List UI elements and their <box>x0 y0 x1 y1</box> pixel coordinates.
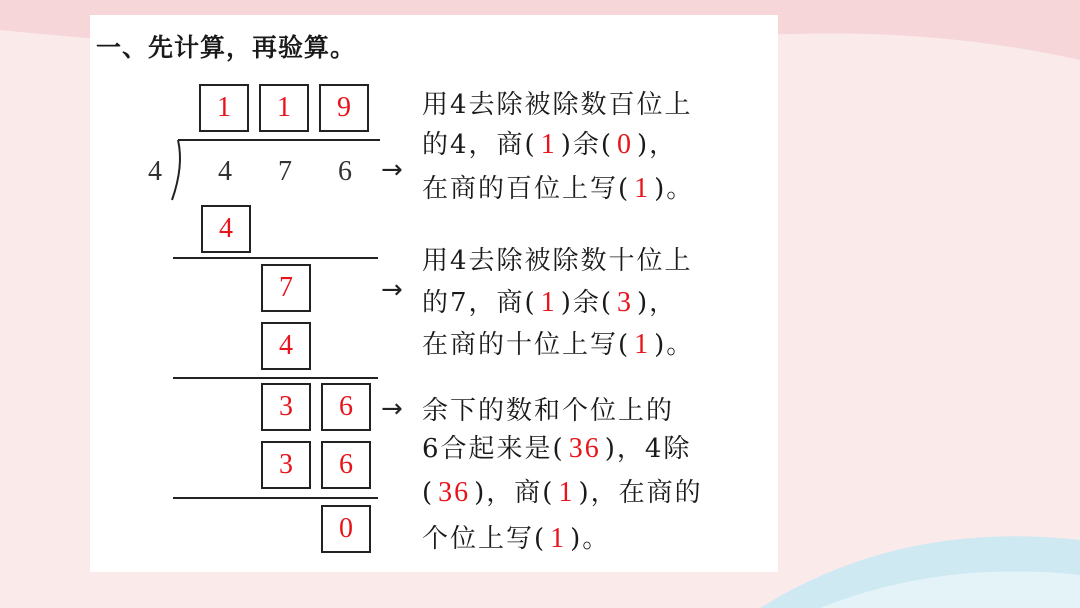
step1-remainder-answer: 0 <box>616 129 633 160</box>
quotient-box-ones: 9 <box>319 84 369 132</box>
step3-product-tens-box: 3 <box>261 441 311 489</box>
arrow-icon: → <box>381 394 403 424</box>
step1-quotient-answer: 1 <box>540 129 557 160</box>
step2-remainder-answer: 3 <box>616 287 633 318</box>
step3-write-answer: 1 <box>550 523 567 554</box>
dividend-digit-hundreds: 4 <box>218 156 232 187</box>
step3-product-ones-box: 6 <box>321 441 371 489</box>
step2-text-line1: 用4去除被除数十位上 <box>422 246 693 276</box>
step3-text-line2: 6合起来是( 36 )，4除 <box>422 433 692 464</box>
step2-write-answer: 1 <box>634 329 651 360</box>
step2-product-box: 4 <box>261 322 311 370</box>
step2-text-line3: 在商的十位上写( 1 )。 <box>422 329 695 360</box>
quotient-box-tens: 1 <box>259 84 309 132</box>
dividend-digit-ones: 6 <box>338 156 352 187</box>
step1-text-line3: 在商的百位上写( 1 )。 <box>422 173 695 204</box>
step2-quotient-answer: 1 <box>540 287 557 318</box>
step3-text-line4: 个位上写( 1 )。 <box>422 523 611 554</box>
step1-text-line2: 的4，商( 1 )余( 0 )， <box>422 129 678 160</box>
step1-product-box: 4 <box>201 205 251 253</box>
step1-divider-line <box>173 257 378 259</box>
step3-text-line3: ( 36 )，商( 1 )，在商的 <box>422 477 703 508</box>
step2-remainder-box: 7 <box>261 264 311 312</box>
dividend-digit-tens: 7 <box>278 156 292 187</box>
step1-write-answer: 1 <box>634 173 651 204</box>
step3-remainder-tens-box: 3 <box>261 383 311 431</box>
step3-combined-answer: 36 <box>568 433 601 464</box>
step3-dividend-answer: 36 <box>438 477 471 508</box>
step2-text-line2: 的7，商( 1 )余( 3 )， <box>422 287 678 318</box>
step3-divider-line <box>173 497 378 499</box>
divisor: 4 <box>148 156 162 187</box>
step3-quotient-answer: 1 <box>558 477 575 508</box>
quotient-box-hundreds: 1 <box>199 84 249 132</box>
arrow-icon: → <box>381 275 403 305</box>
step2-divider-line <box>173 377 378 379</box>
arrow-icon: → <box>381 155 403 185</box>
final-remainder-box: 0 <box>321 505 371 553</box>
step3-text-line1: 余下的数和个位上的 <box>422 396 675 426</box>
step3-remainder-ones-box: 6 <box>321 383 371 431</box>
step1-text-line1: 用4去除被除数百位上 <box>422 90 693 120</box>
exercise-title: 一、先计算，再验算。 <box>96 33 357 62</box>
